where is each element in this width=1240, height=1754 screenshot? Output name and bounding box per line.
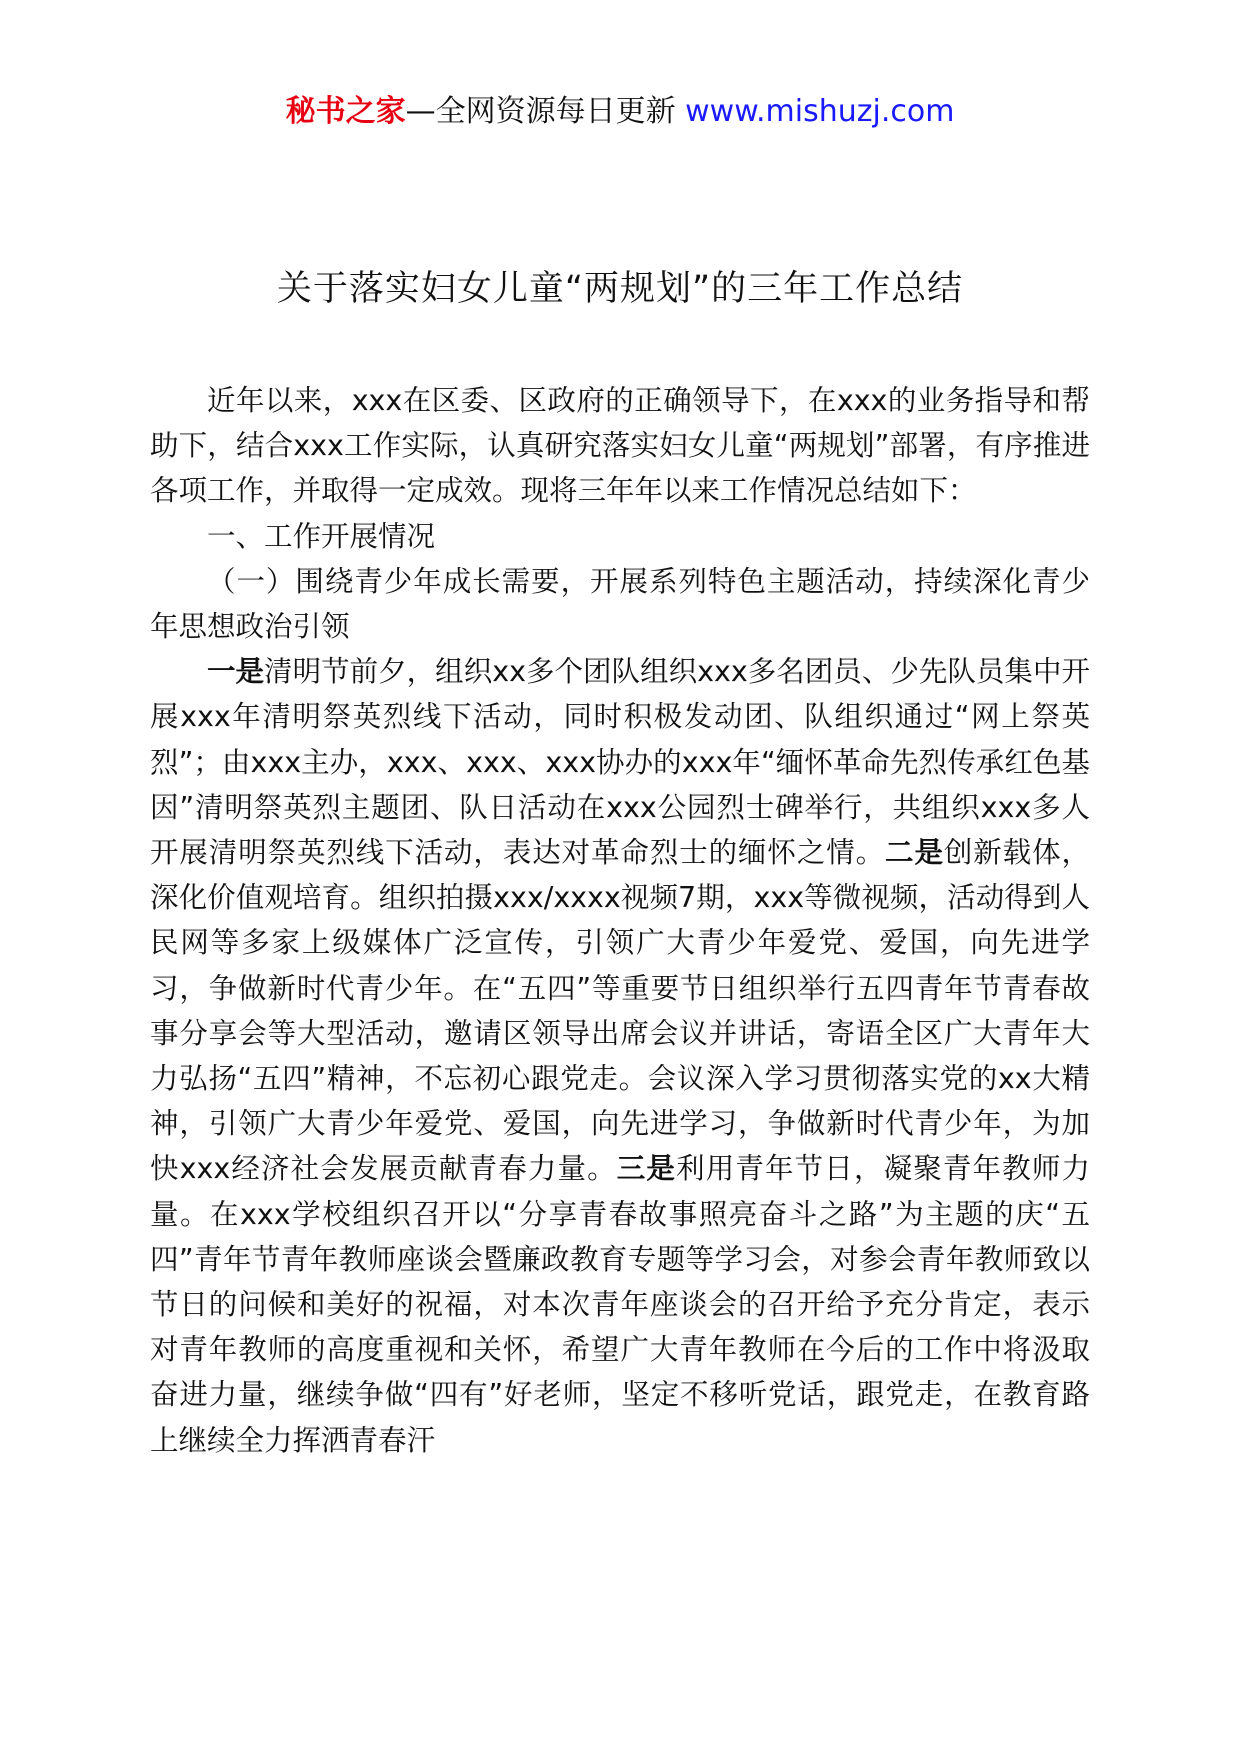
point-two-text: 创新载体，深化价值观培育。组织拍摄xxx/xxxx视频7期，xxx等微视频，活动得到人民网等多家上级媒体广泛宣传，引领广大青少年爱党、爱国，向先进学习，争做新时代青少年。在“五四”等重要节日组织举行五四青年节青春故事分享会等大型活动，邀请区领导出席会议并讲话，寄语全区广大青年大力弘扬“五四”精神，不忘初心跟党走。会议深入学习贯彻落实党的xx大精神，引领广大青少年爱党、爱国，向先进学习，争做新时代青少年，为加快xxx经济社会发展贡献青春力量。 bbox=[150, 836, 1090, 1186]
site-brand: 秘书之家 bbox=[285, 94, 406, 129]
point-one-text: 清明节前夕，组织xx多个团队组织xxx多名团员、少先队员集中开展xxx年清明祭英烈线下活动，同时积极发动团、队组织通过“网上祭英烈”；由xxx主办，xxx、xxx、xxx协办的xxx年“缅怀革命先烈传承红色基因”清明祭英烈主题团、队日活动在xxx公园烈士碑举行，共组织xxx多人开展清明祭英烈线下活动，表达对革命烈士的缅怀之情。 bbox=[150, 655, 1090, 870]
document-body bbox=[150, 378, 1090, 1463]
site-header bbox=[0, 92, 1240, 132]
point-three-label: 三是 bbox=[616, 1152, 677, 1186]
site-url-link[interactable]: www.mishuzj.com bbox=[685, 94, 955, 129]
activities-paragraph bbox=[150, 649, 1090, 1463]
subsection-heading: （一）围绕青少年成长需要，开展系列特色主题活动，持续深化青少年思想政治引领 bbox=[150, 564, 1090, 644]
site-tagline: —全网资源每日更新 bbox=[405, 94, 676, 129]
point-one-label: 一是 bbox=[207, 655, 265, 689]
document-title: 关于落实妇女儿童“两规划”的三年工作总结 bbox=[276, 269, 964, 309]
point-two-label: 二是 bbox=[885, 836, 944, 870]
section-heading: 一、工作开展情况 bbox=[207, 519, 436, 553]
point-three-text: 利用青年节日，凝聚青年教师力量。在xxx学校组织召开以“分享青春故事照亮奋斗之路”为主题的庆“五四”青年节青年教师座谈会暨廉政教育专题等学习会，对参会青年教师致以节日的问候和美好的祝福，对本次青年座谈会的召开给予充分肯定，表示对青年教师的高度重视和关怀，希望广大青年教师在今后的工作中将汲取奋进力量，继续争做“四有”好老师，坚定不移听党话，跟党走，在教育路上继续全力挥洒青春汗 bbox=[150, 1152, 1090, 1457]
intro-paragraph: 近年以来，xxx在区委、区政府的正确领导下，在xxx的业务指导和帮助下，结合xxx工作实际，认真研究落实妇女儿童“两规划”部署，有序推进各项工作，并取得一定成效。现将三年年以来工作情况总结如下： bbox=[150, 384, 1090, 508]
